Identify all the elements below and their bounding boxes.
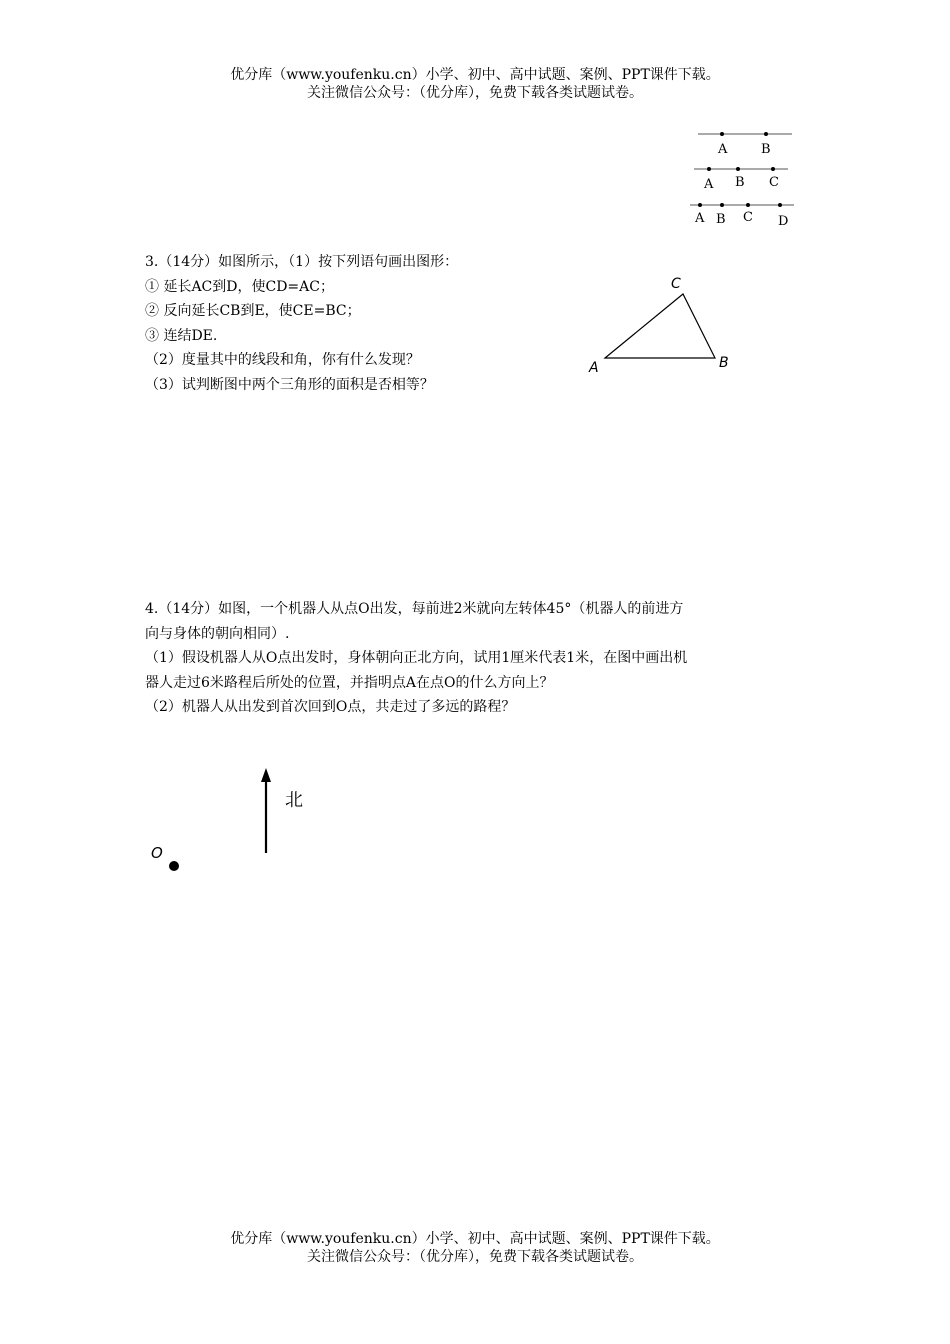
origin-point bbox=[169, 861, 179, 871]
footer-line-1: 优分库（www.youfenku.cn）小学、初中、高中试题、案例、PPT课件下载。 bbox=[230, 1231, 720, 1247]
header-line-2: 关注微信公众号：（优分库），免费下载各类试题试卷。 bbox=[307, 85, 643, 101]
question-4 bbox=[145, 597, 687, 720]
origin-label: O bbox=[151, 844, 163, 862]
vertex-label-a: A bbox=[589, 360, 599, 376]
label-row3-b: B bbox=[716, 212, 726, 227]
footer-line-2: 关注微信公众号：（优分库），免费下载各类试题试卷。 bbox=[307, 1249, 643, 1265]
point-row3-a bbox=[698, 203, 702, 207]
label-row1-b: B bbox=[761, 142, 771, 157]
triangle-abc-figure bbox=[585, 270, 745, 380]
point-row3-b bbox=[720, 203, 724, 207]
label-row3-a: A bbox=[695, 211, 705, 226]
header-line-1: 优分库（www.youfenku.cn）小学、初中、高中试题、案例、PPT课件下载。 bbox=[230, 67, 720, 83]
page-header bbox=[0, 66, 950, 102]
q4-stem-line-1: 4.（14分）如图，一个机器人从点O出发，每前进2米就向左转体45°（机器人的前进方 bbox=[145, 601, 684, 617]
point-row1-b bbox=[764, 132, 768, 136]
point-row1-a bbox=[720, 132, 724, 136]
point-row2-b bbox=[736, 167, 740, 171]
triangle-abc bbox=[605, 294, 715, 358]
point-row2-c bbox=[771, 167, 775, 171]
q3-part-2: （2）度量其中的线段和角，你有什么发现？ bbox=[145, 352, 420, 368]
label-row2-a: A bbox=[704, 177, 714, 192]
q3-item-1: ① 延长AC到D，使CD=AC； bbox=[145, 278, 334, 295]
vertex-label-b: B bbox=[719, 355, 729, 371]
points-on-lines-figure bbox=[688, 128, 808, 228]
q4-part-2: （2）机器人从出发到首次回到O点，共走过了多远的路程？ bbox=[145, 699, 516, 715]
robot-figure bbox=[145, 760, 345, 880]
q3-item-3: ③ 连结DE. bbox=[145, 327, 218, 344]
q4-stem-line-2: 向与身体的朝向相同）. bbox=[145, 625, 290, 642]
label-row2-b: B bbox=[735, 175, 745, 190]
north-arrow-head bbox=[261, 768, 271, 782]
q4-part-1-line-1: （1）假设机器人从O点出发时，身体朝向正北方向，试用1厘米代表1米，在图中画出机 bbox=[145, 650, 688, 666]
north-label: 北 bbox=[285, 790, 303, 811]
vertex-label-c: C bbox=[671, 276, 681, 292]
q3-item-2: ② 反向延长CB到E，使CE=BC； bbox=[145, 303, 361, 319]
point-row2-a bbox=[707, 167, 711, 171]
q3-stem: 3.（14分）如图所示，（1）按下列语句画出图形： bbox=[145, 254, 459, 270]
page-footer bbox=[0, 1230, 950, 1266]
point-row3-d bbox=[778, 203, 782, 207]
label-row1-a: A bbox=[718, 142, 728, 157]
q3-part-3: （3）试判断图中两个三角形的面积是否相等？ bbox=[145, 376, 434, 393]
label-row2-c: C bbox=[769, 175, 779, 190]
label-row3-d: D bbox=[778, 214, 789, 229]
point-row3-c bbox=[746, 203, 750, 207]
question-3 bbox=[145, 250, 458, 397]
q4-part-1-line-2: 器人走过6米路程后所处的位置，并指明点A在点O的什么方向上？ bbox=[145, 674, 554, 691]
label-row3-c: C bbox=[743, 210, 753, 225]
